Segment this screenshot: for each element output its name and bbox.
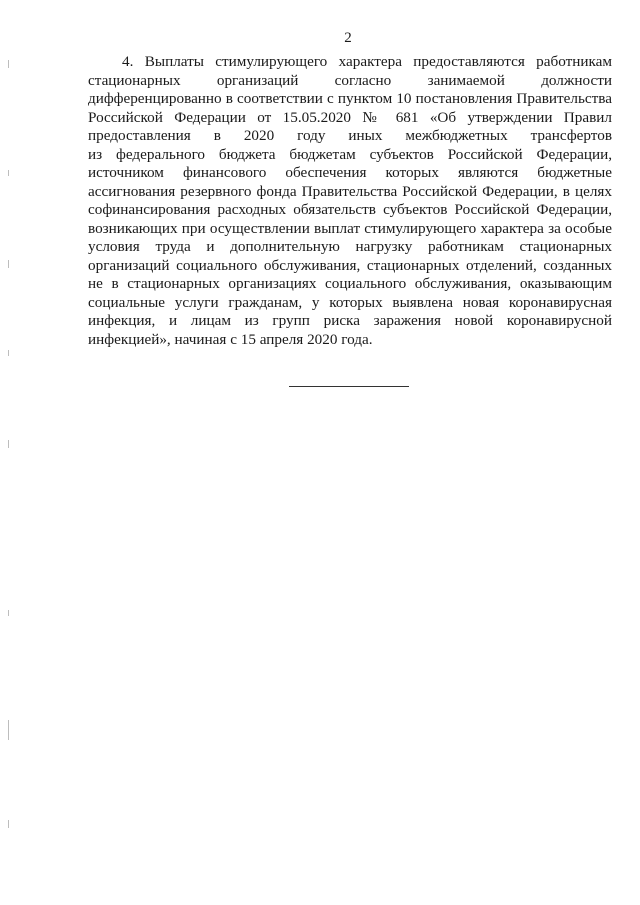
paragraph-line: инфекцией», начиная с 15 апреля 2020 года. <box>88 330 373 348</box>
paragraph-line: из федерального бюджета бюджетам субъектов Российской Федерации, <box>88 145 612 163</box>
paragraph-line: возникающих при осуществлении выплат стимулирующего характера за особые <box>88 219 612 237</box>
paragraph-line: 4. Выплаты стимулирующего характера предоставляются работникам <box>122 53 612 70</box>
scan-artifact <box>8 350 9 356</box>
paragraph-line: условия труда и дополнительную нагрузку работникам стационарных <box>88 238 612 255</box>
paragraph-line: Российской Федерации от 15.05.2020 № 681 «Об утверждении Правил <box>88 108 612 126</box>
page-number: 2 <box>344 30 352 46</box>
paragraph-line: инфекция, и лицам из групп риска заражения новой коронавирусной <box>88 312 612 329</box>
paragraph-line: организаций социального обслуживания, стационарных отделений, созданных <box>88 256 612 274</box>
paragraph-line: стационарных организаций согласно занимаемой должности <box>88 71 612 89</box>
scan-artifact <box>8 720 9 740</box>
paragraph-line: ассигнования резервного фонда Правительства Российской Федерации, в целях <box>88 182 612 200</box>
paragraph-line: софинансирования расходных обязательств субъектов Российской Федерации, <box>88 201 612 218</box>
paragraph-4 <box>88 53 612 349</box>
scan-artifact <box>8 610 9 616</box>
scan-artifact <box>8 260 9 268</box>
scan-artifact <box>8 820 9 828</box>
scan-artifact <box>8 440 9 448</box>
scan-artifact <box>8 170 9 176</box>
paragraph-line: дифференцированно в соответствии с пунктом 10 постановления Правительства <box>88 90 612 107</box>
paragraph-line: предоставления в 2020 году иных межбюджетных трансфертов <box>88 127 612 144</box>
paragraph-line: социальные услуги гражданам, у которых выявлена новая коронавирусная <box>88 293 612 311</box>
paragraph-line: не в стационарных организациях социального обслуживания, оказывающим <box>88 275 612 292</box>
scan-artifact <box>8 60 9 68</box>
paragraph-line: источником финансового обеспечения которых являются бюджетные <box>88 164 612 181</box>
end-divider-line <box>289 386 409 387</box>
